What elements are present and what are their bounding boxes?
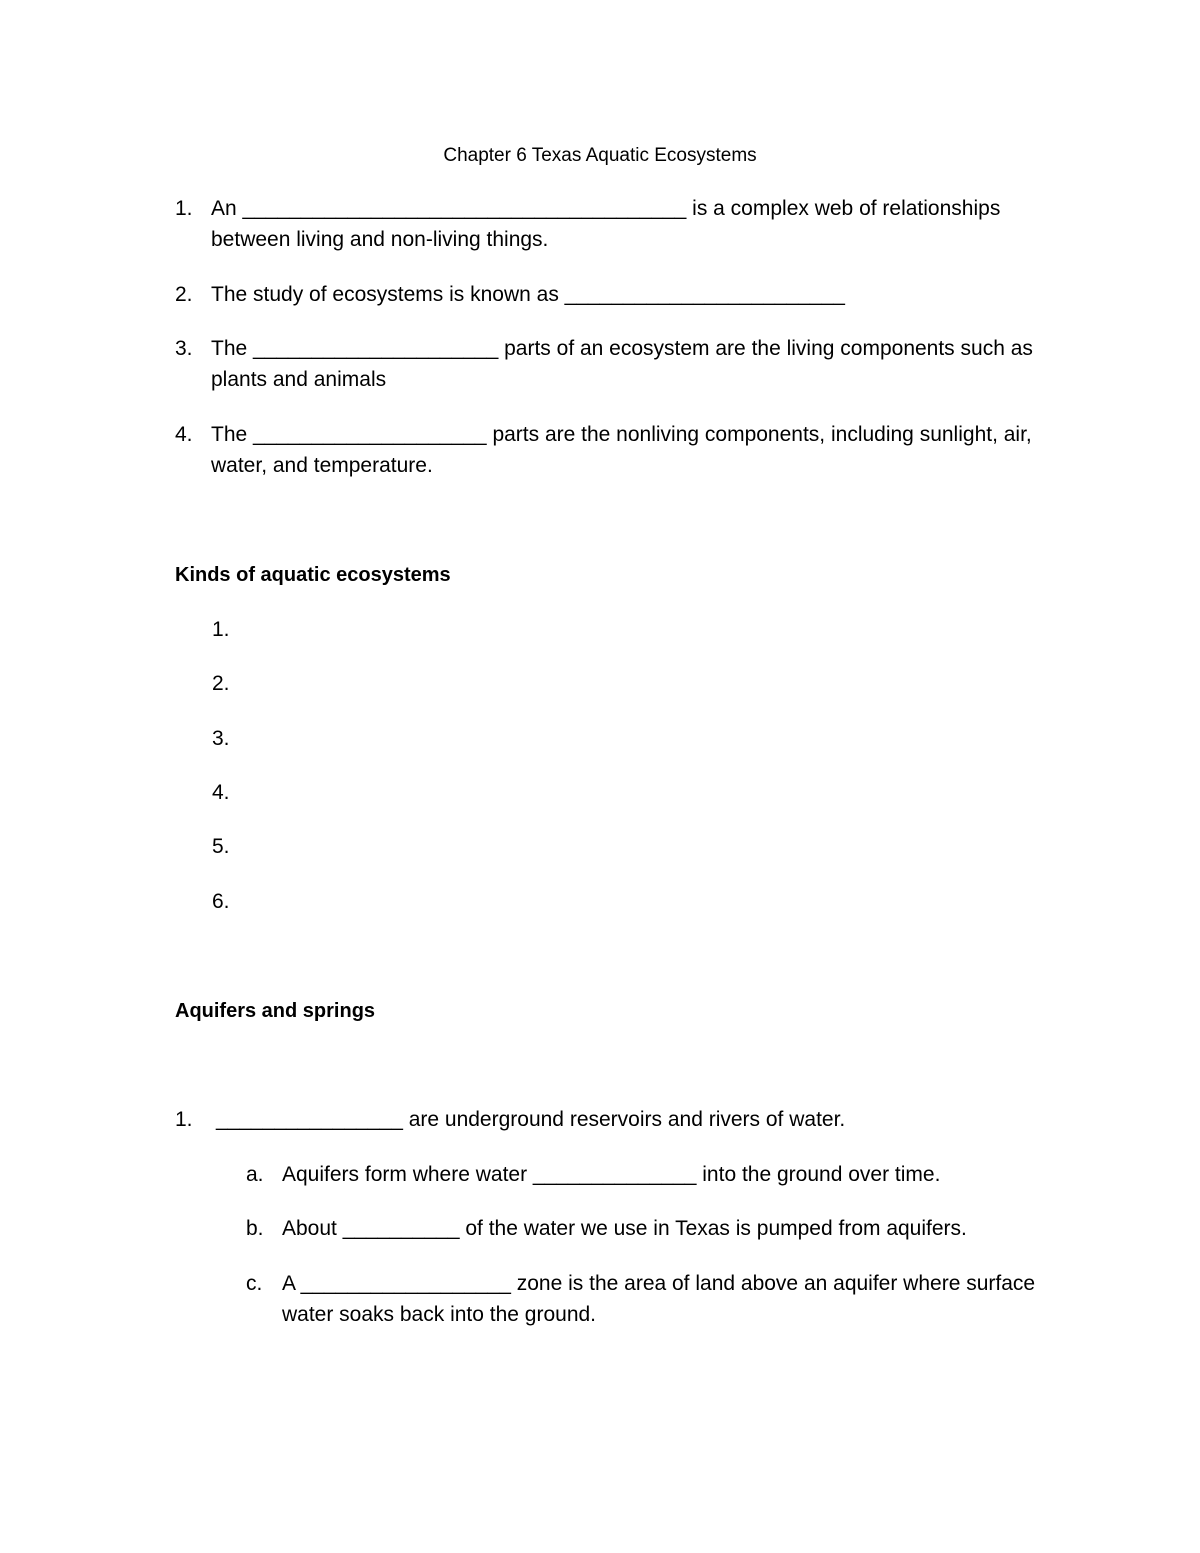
question-number: 1. — [175, 197, 193, 220]
sub-letter-b: b. — [246, 1217, 264, 1240]
sub-b-text: About __________ of the water we use in Texas is pumped from aquifers. — [282, 1217, 967, 1240]
sub-c-line-2: water soaks back into the ground. — [282, 1303, 597, 1326]
kinds-item-4: 4. — [212, 781, 230, 804]
question-1-line-2: between living and non-living things. — [211, 228, 549, 251]
question-4-line-1: The ____________________ parts are the nonliving components, including sunlight, air, — [211, 423, 1032, 446]
question-2-line-1: The study of ecosystems is known as ________________________ — [211, 283, 845, 306]
kinds-item-3: 3. — [212, 727, 230, 750]
sub-c-line-1: A __________________ zone is the area of land above an aquifer where surface — [282, 1272, 1036, 1295]
kinds-heading: Kinds of aquatic ecosystems — [175, 564, 451, 586]
question-number: 3. — [175, 337, 193, 360]
page-title: Chapter 6 Texas Aquatic Ecosystems — [443, 145, 757, 166]
question-number: 4. — [175, 423, 193, 446]
question-1-line-1: An ______________________________________ is a complex web of relationships — [211, 197, 1001, 220]
question-number: 2. — [175, 283, 193, 306]
question-3-line-2: plants and animals — [211, 368, 387, 391]
question-3-line-1: The _____________________ parts of an ecosystem are the living components such as — [211, 337, 1033, 360]
sub-a-text: Aquifers form where water ______________ into the ground over time. — [282, 1163, 941, 1186]
kinds-item-1: 1. — [212, 618, 230, 641]
aquifers-heading: Aquifers and springs — [175, 1000, 376, 1022]
question-number: 1. — [175, 1108, 193, 1131]
sub-letter-a: a. — [246, 1163, 264, 1186]
aquifer-question-1-text: ________________ are underground reservoirs and rivers of water. — [216, 1108, 846, 1131]
kinds-item-6: 6. — [212, 890, 230, 913]
question-4-line-2: water, and temperature. — [211, 454, 433, 477]
sub-letter-c: c. — [246, 1272, 263, 1295]
kinds-item-5: 5. — [212, 835, 230, 858]
kinds-item-2: 2. — [212, 672, 230, 695]
